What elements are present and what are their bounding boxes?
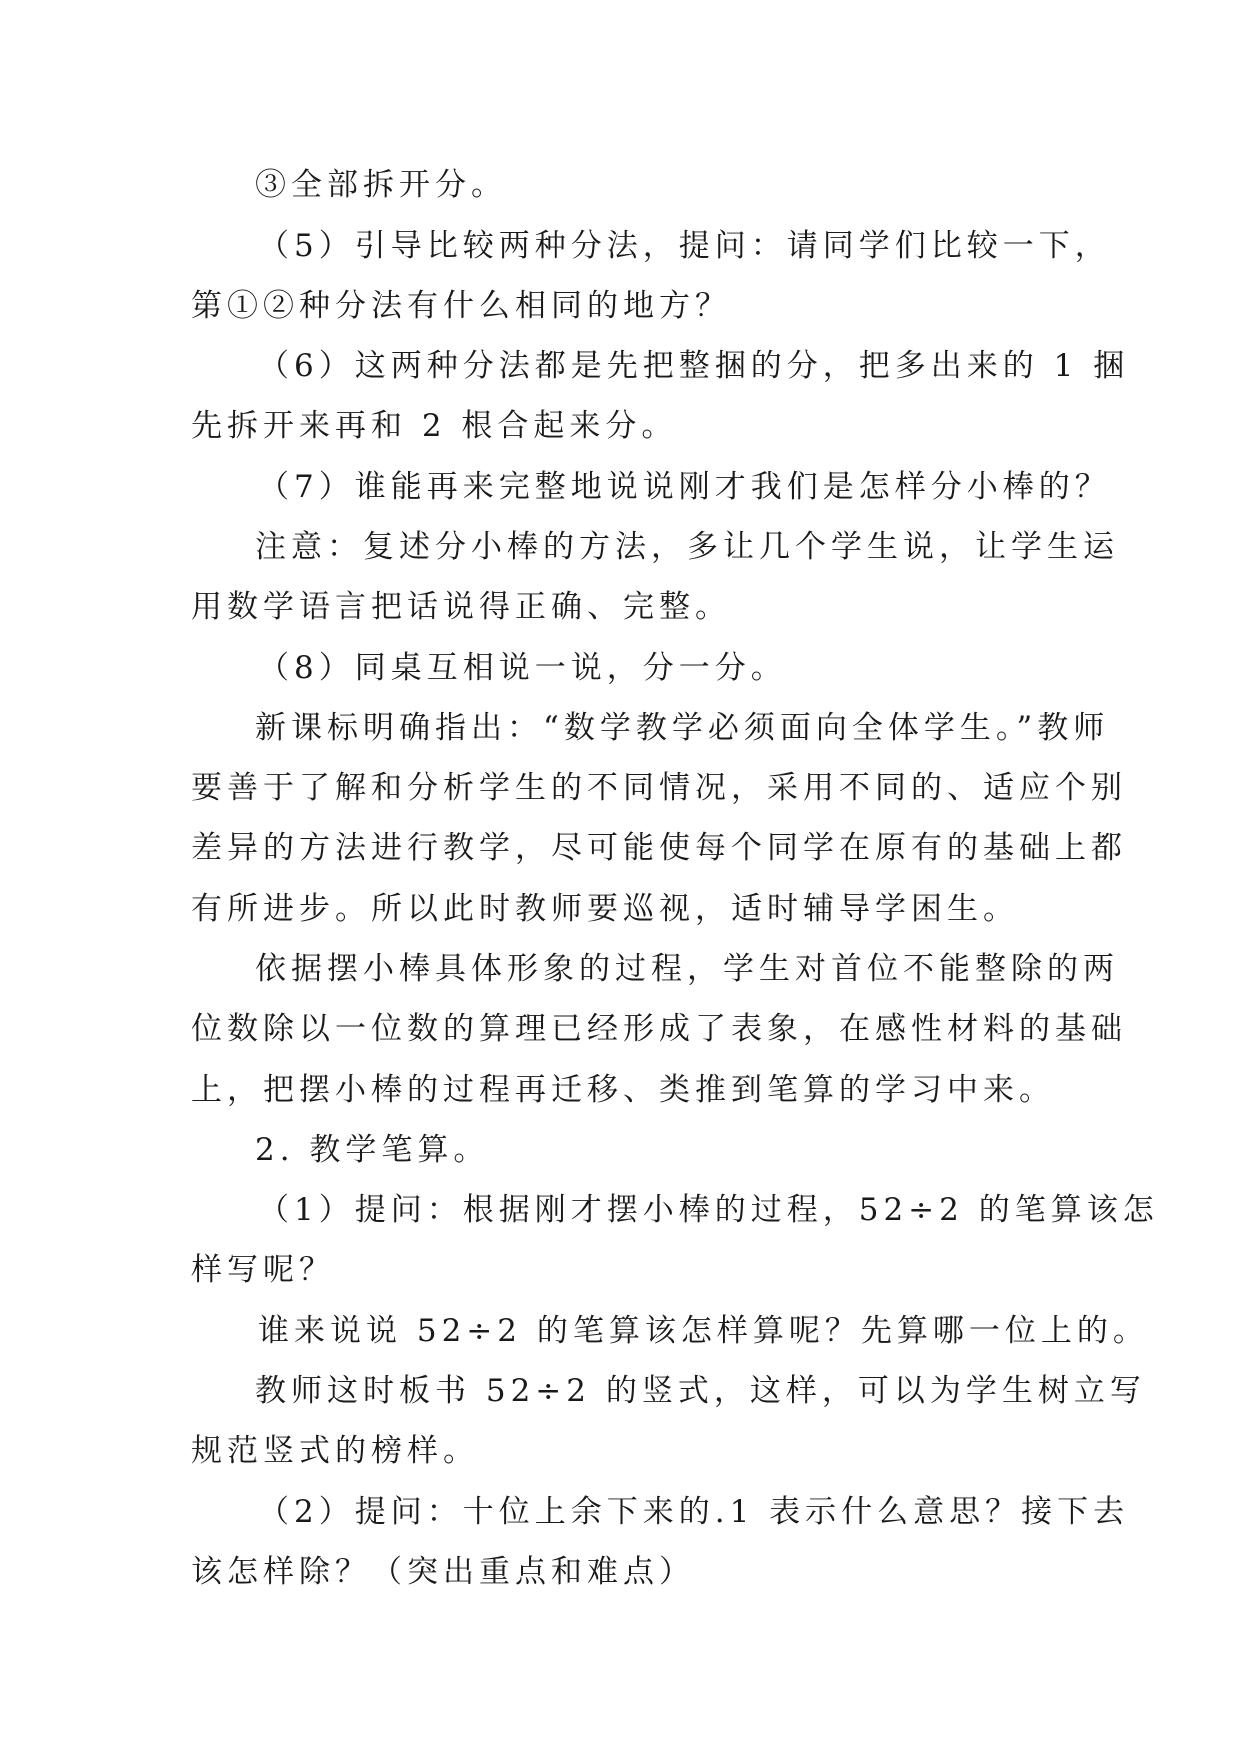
text-line-21: 教师这时板书 52÷2 的竖式，这样，可以为学生树立写 — [255, 1373, 1146, 1409]
text-line-12: 差异的方法进行教学，尽可能使每个同学在原有的基础上都 — [191, 830, 1127, 866]
text-line-18: （1）提问：根据刚才摆小棒的过程，52÷2 的笔算该怎 — [258, 1192, 1159, 1228]
text-line-7: 注意：复述分小棒的方法，多让几个学生说，让学生运 — [255, 529, 1119, 565]
text-line-1: ③全部拆开分。 — [255, 167, 507, 203]
text-line-2: （5）引导比较两种分法，提问：请同学们比较一下， — [258, 228, 1111, 264]
text-line-8: 用数学语言把话说得正确、完整。 — [191, 589, 731, 625]
text-line-9: （8）同桌互相说一说，分一分。 — [258, 650, 787, 686]
text-line-4: （6）这两种分法都是先把整捆的分，把多出来的 1 捆 — [258, 348, 1130, 384]
text-line-11: 要善于了解和分析学生的不同情况，采用不同的、适应个别 — [191, 770, 1127, 806]
text-line-10: 新课标明确指出：“数学教学必须面向全体学生。”教师 — [255, 710, 1110, 746]
text-line-6: （7）谁能再来完整地说说刚才我们是怎样分小棒的？ — [258, 469, 1111, 505]
text-line-22: 规范竖式的榜样。 — [191, 1433, 479, 1469]
text-line-23: （2）提问：十位上余下来的.1 表示什么意思？接下去 — [258, 1494, 1130, 1530]
text-line-16: 上，把摆小棒的过程再迁移、类推到笔算的学习中来。 — [191, 1072, 1055, 1108]
text-line-13: 有所进步。所以此时教师要巡视，适时辅导学困生。 — [191, 891, 1019, 927]
text-line-15: 位数除以一位数的算理已经形成了表象，在感性材料的基础 — [191, 1011, 1127, 1047]
text-line-14: 依据摆小棒具体形象的过程，学生对首位不能整除的两 — [255, 951, 1119, 987]
text-line-5: 先拆开来再和 2 根合起来分。 — [191, 408, 678, 444]
text-line-20: 谁来说说 52÷2 的笔算该怎样算呢？先算哪一位上的。 — [258, 1313, 1149, 1349]
text-line-19: 样写呢？ — [191, 1252, 335, 1288]
text-line-17: 2. 教学笔算。 — [255, 1132, 490, 1168]
text-line-24: 该怎样除？（突出重点和难点） — [191, 1554, 695, 1590]
text-line-3: 第①②种分法有什么相同的地方？ — [191, 288, 731, 324]
